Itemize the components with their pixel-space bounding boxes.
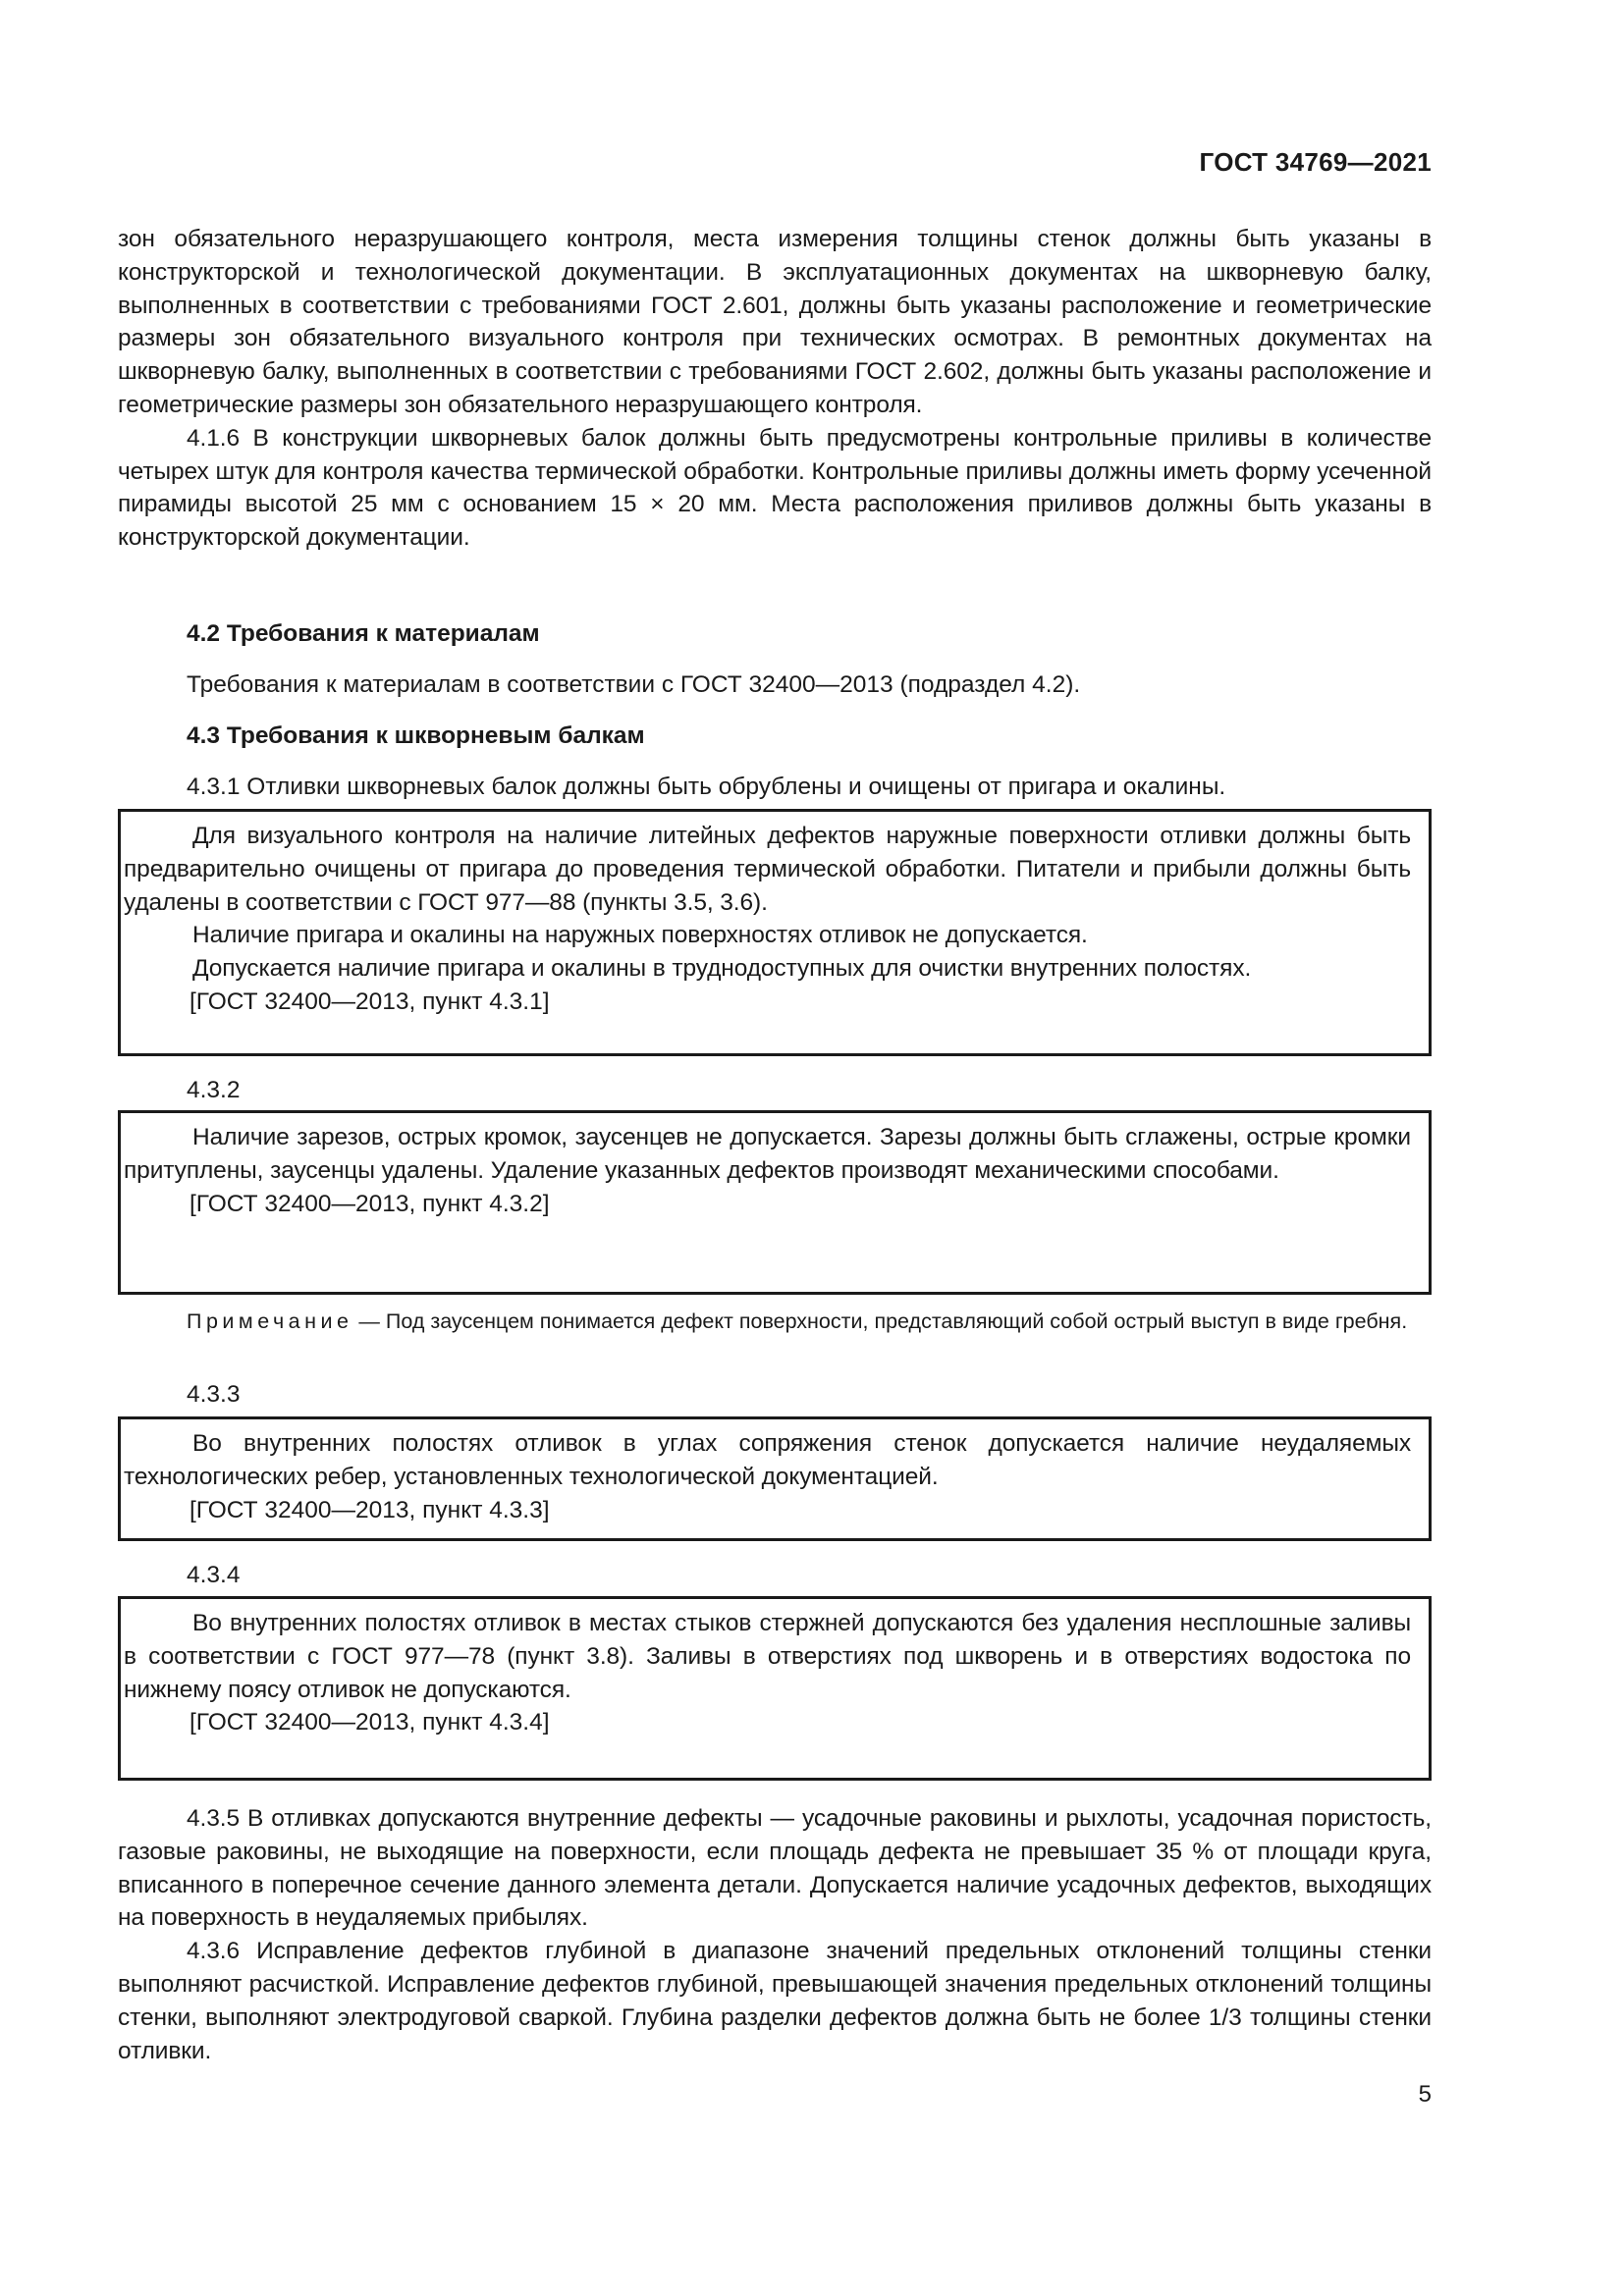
clause-4-3-6: 4.3.6 Исправление дефектов глубиной в диапазоне значений предельных отклонений толщины стенки выполняют расчисткой. Исправление дефектов глубиной, превышающей значения предельных отклонений толщины стенки, выполняют электродуговой сваркой. Глубина разделки дефектов должна быть не более 1/3 толщины стенки отливки. xyxy=(118,1938,1432,2064)
section-4-3 xyxy=(118,720,1432,753)
note-label: Примечание xyxy=(187,1309,353,1333)
clause-label-4-3-2: 4.3.2 xyxy=(187,1077,241,1103)
note-paragraph xyxy=(118,1307,1432,1336)
clauses-4-3-5-6 xyxy=(118,1802,1432,2067)
quote-reference: [ГОСТ 32400—2013, пункт 4.3.1] xyxy=(189,988,550,1015)
intro-block xyxy=(118,223,1432,555)
quote-paragraph: Во внутренних полостях отливок в углах сопряжения стенок допускается наличие неудаляемых технологических ребер, установленных технологической документацией. xyxy=(124,1430,1411,1490)
note-block xyxy=(118,1307,1432,1336)
quote-paragraph: Наличие зарезов, острых кромок, заусенцев не допускается. Зарезы должны быть сглажены, острые кромки притуплены, заусенцы удалены. Удаление указанных дефектов производят механическими способами. xyxy=(124,1124,1411,1184)
clause-4-3-4-block xyxy=(118,1559,1432,1592)
clause-4-3-1-block xyxy=(118,771,1432,804)
note-text: — Под заусенцем понимается дефект поверхности, представляющий собой острый выступ в виде гребня. xyxy=(352,1309,1408,1333)
clause-4-3-3-block xyxy=(118,1378,1432,1412)
section-4-2-text: Требования к материалам в соответствии с ГОСТ 32400—2013 (подраздел 4.2). xyxy=(187,671,1081,698)
section-heading-4-2: 4.2 Требования к материалам xyxy=(187,620,540,647)
quote-reference: [ГОСТ 32400—2013, пункт 4.3.4] xyxy=(189,1709,550,1736)
quote-box-4-3-2 xyxy=(118,1110,1432,1295)
quote-paragraph: Для визуального контроля на наличие литейных дефектов наружные поверхности отливки должны быть предварительно очищены от пригара до проведения термической обработки. Питатели и прибыли должны быть удалены в соответствии с ГОСТ 977—88 (пункты 3.5, 3.6). xyxy=(124,823,1411,916)
page-number: 5 xyxy=(1418,2081,1432,2108)
section-4-2 xyxy=(118,617,1432,651)
intro-paragraph: зон обязательного неразрушающего контроля, места измерения толщины стенок должны быть указаны в конструкторской и технологической документации. В эксплуатационных документах на шкворневую балку, выполненных в соответствии с требованиями ГОСТ 2.601, должны быть указаны расположение и геометрические размеры зон обязательного визуального контроля при технических осмотрах. В ремонтных документах на шкворневую балку, выполненных в соответствии с требованиями ГОСТ 2.602, должны быть указаны расположение и геометрические размеры зон обязательного неразрушающего контроля. xyxy=(118,226,1432,418)
quote-paragraph: Допускается наличие пригара и окалины в труднодоступных для очистки внутренних полостях. xyxy=(192,955,1252,983)
quote-paragraph: Во внутренних полостях отливок в местах стыков стержней допускаются без удаления несплошные заливы в соответствии с ГОСТ 977—78 (пункт 3.8). Заливы в отверстиях под шкворень и в отверстиях водостока по нижнему поясу отливок не допускаются. xyxy=(124,1610,1411,1703)
section-heading-4-3: 4.3 Требования к шкворневым балкам xyxy=(187,722,645,749)
section-4-2-body xyxy=(118,668,1432,702)
clause-label-4-3-4: 4.3.4 xyxy=(187,1562,241,1588)
clause-4-3-5: 4.3.5 В отливках допускаются внутренние дефекты — усадочные раковины и рыхлоты, усадочная пористость, газовые раковины, не выходящие на поверхности, если площадь дефекта не превышает 35 % от площади круга, вписанного в поперечное сечение данного элемента детали. Допускается наличие усадочных дефектов, выходящих на поверхность в неудаляемых прибылях. xyxy=(118,1805,1432,1932)
quote-reference: [ГОСТ 32400—2013, пункт 4.3.3] xyxy=(189,1496,550,1523)
quote-box-4-3-1 xyxy=(118,809,1432,1056)
clause-4-3-2-block xyxy=(118,1074,1432,1107)
quote-box-4-3-4 xyxy=(118,1596,1432,1781)
quote-reference: [ГОСТ 32400—2013, пункт 4.3.2] xyxy=(189,1190,550,1217)
quote-box-4-3-3 xyxy=(118,1416,1432,1541)
clause-label-4-3-3: 4.3.3 xyxy=(187,1381,241,1408)
clause-4-1-6: 4.1.6 В конструкции шкворневых балок должны быть предусмотрены контрольные приливы в количестве четырех штук для контроля качества термической обработки. Контрольные приливы должны иметь форму усеченной пирамиды высотой 25 мм с основанием 15 × 20 мм. Места расположения приливов должны быть указаны в конструкторской документации. xyxy=(118,424,1432,552)
clause-4-3-1: 4.3.1 Отливки шкворневых балок должны быть обрублены и очищены от пригара и окалины. xyxy=(187,774,1226,800)
document-header: ГОСТ 34769—2021 xyxy=(1199,147,1432,177)
quote-paragraph: Наличие пригара и окалины на наружных поверхностях отливок не допускается. xyxy=(192,922,1088,949)
